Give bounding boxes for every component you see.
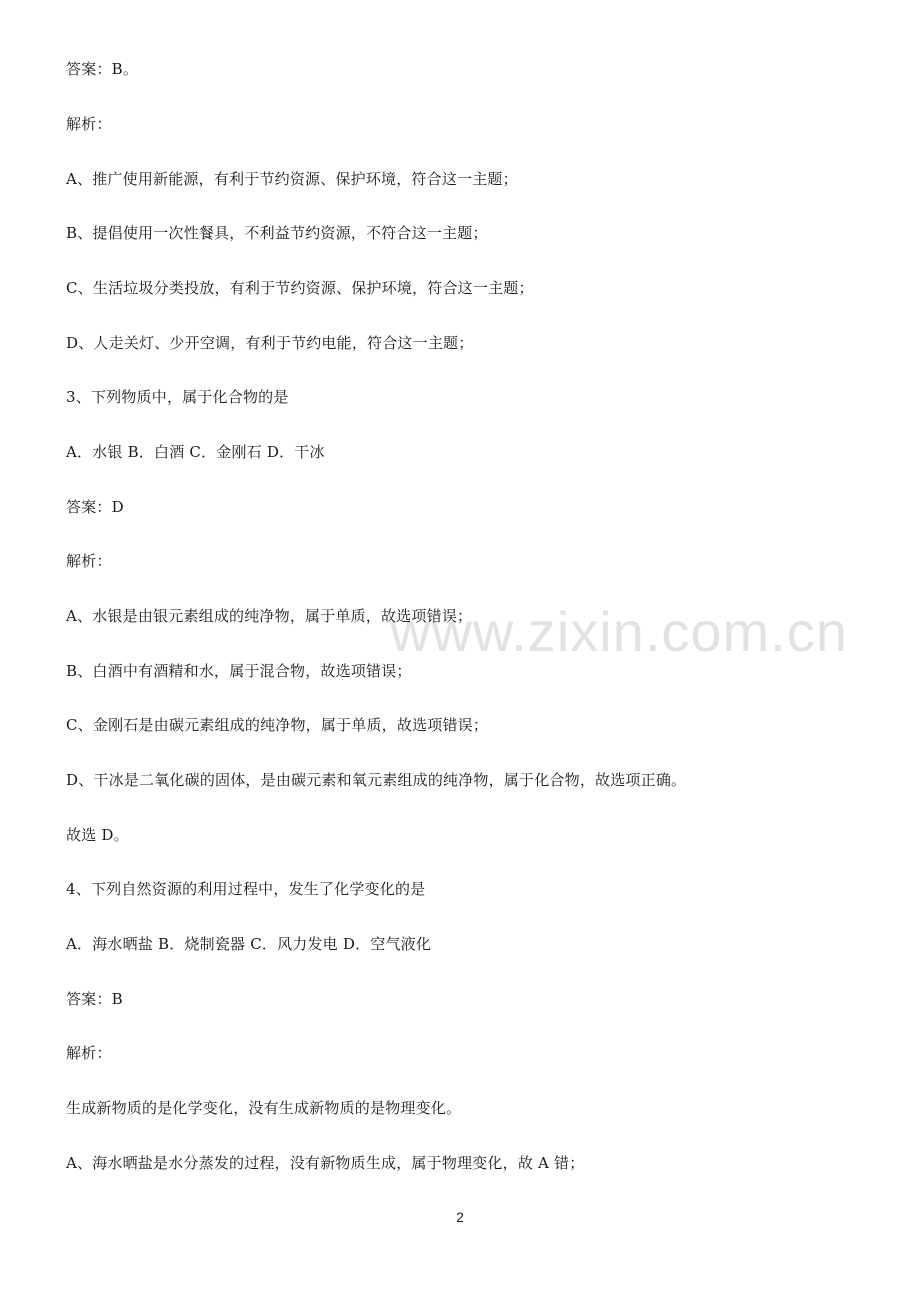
analysis-line-q3-b: B、白酒中有酒精和水，属于混合物，故选项错误； <box>66 662 412 680</box>
analysis-line-q3-d: D、干冰是二氧化碳的固体，是由碳元素和氧元素组成的纯净物，属于化合物，故选项正确。 <box>66 771 687 789</box>
analysis-line-q3-a: A、水银是由银元素组成的纯净物，属于单质，故选项错误； <box>66 607 473 625</box>
options-q3: A．水银 B．白酒 C．金刚石 D．干冰 <box>66 443 325 461</box>
analysis-line-q2-a: A、推广使用新能源，有利于节约资源、保护环境，符合这一主题； <box>66 170 518 188</box>
page-number: 2 <box>456 1209 464 1225</box>
question-3: 3、下列物质中，属于化合物的是 <box>66 388 289 406</box>
answer-q4: 答案：B <box>66 990 123 1008</box>
analysis-line-q2-c: C、生活垃圾分类投放，有利于节约资源、保护环境，符合这一主题； <box>66 279 534 297</box>
analysis-intro-q4: 生成新物质的是化学变化，没有生成新物质的是物理变化。 <box>66 1099 462 1117</box>
analysis-label-q2: 解析： <box>66 115 112 133</box>
analysis-line-q2-b: B、提倡使用一次性餐具，不利益节约资源，不符合这一主题； <box>66 224 488 242</box>
options-q4: A．海水晒盐 B．烧制瓷器 C．风力发电 D．空气液化 <box>66 935 432 953</box>
conclusion-q3: 故选 D。 <box>66 826 129 844</box>
answer-q2: 答案：B。 <box>66 60 139 78</box>
analysis-line-q2-d: D、人走关灯、少开空调，有利于节约电能，符合这一主题； <box>66 334 474 352</box>
analysis-label-q3: 解析： <box>66 552 112 570</box>
analysis-label-q4: 解析： <box>66 1044 112 1062</box>
watermark: www.zixin.com.cn <box>390 600 848 663</box>
analysis-line-q3-c: C、金刚石是由碳元素组成的纯净物，属于单质，故选项错误； <box>66 716 489 734</box>
answer-q3: 答案：D <box>66 498 124 516</box>
question-4: 4、下列自然资源的利用过程中，发生了化学变化的是 <box>66 880 426 898</box>
analysis-line-q4-a: A、海水晒盐是水分蒸发的过程，没有新物质生成，属于物理变化，故 A 错； <box>66 1154 585 1172</box>
